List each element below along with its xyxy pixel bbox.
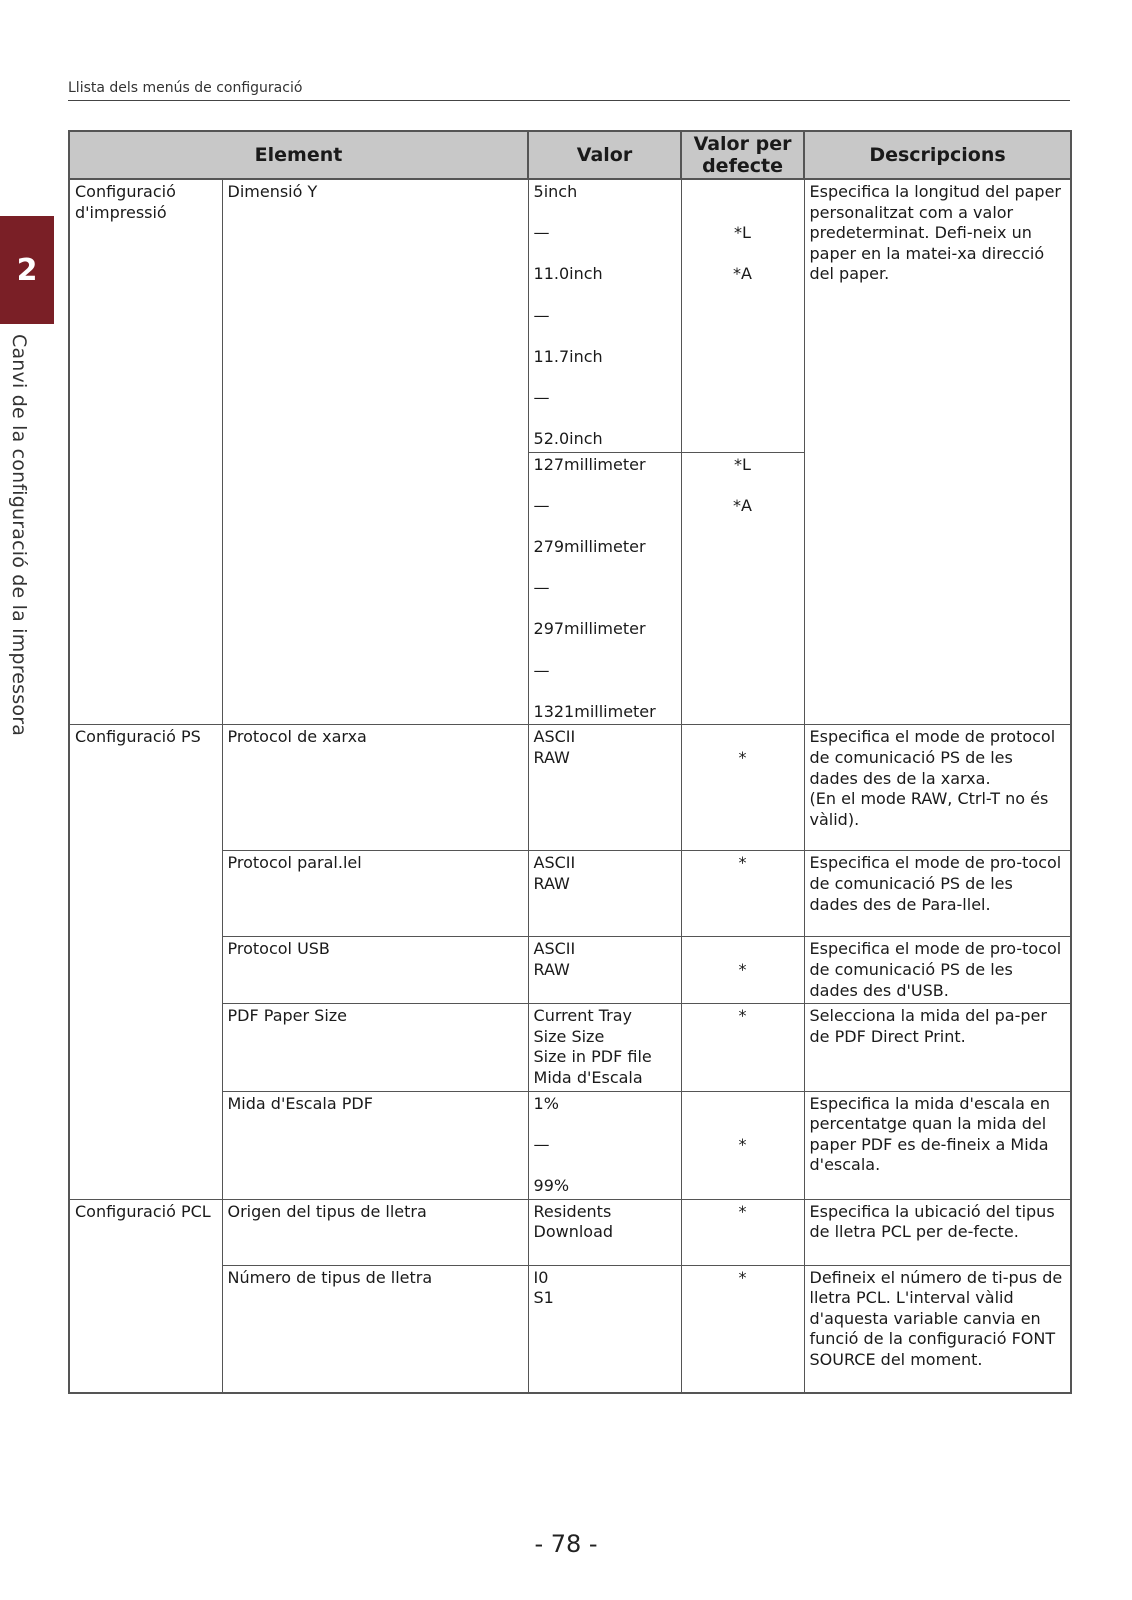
item-pdf-paper-size: PDF Paper Size	[222, 1004, 528, 1091]
value-usb-protocol: ASCII RAW	[528, 937, 681, 1004]
item-parallel-protocol: Protocol paral.lel	[222, 851, 528, 937]
value-dimension-y-inch: 5inch — 11.0inch — 11.7inch — 52.0inch	[528, 179, 681, 452]
group-pcl-config: Configuració PCL	[69, 1199, 222, 1393]
running-header: Llista dels menús de configuració	[68, 80, 1070, 101]
desc-dimension-y: Especifica la longitud del paper personalitzat com a valor predeterminat. Defi-neix un paper en la matei-xa direcció del paper.	[804, 179, 1071, 725]
default-dimension-y-mm: *L *A	[681, 452, 804, 725]
value-font-source: Residents Download	[528, 1199, 681, 1265]
config-menu-table	[68, 130, 1072, 1394]
chapter-number-tab: 2	[0, 216, 54, 324]
value-parallel-protocol: ASCII RAW	[528, 851, 681, 937]
item-font-number: Número de tipus de lletra	[222, 1265, 528, 1393]
desc-parallel-protocol: Especifica el mode de pro-tocol de comunicació PS de les dades des de Para-llel.	[804, 851, 1071, 937]
value-net-protocol: ASCII RAW	[528, 725, 681, 851]
default-net-protocol: *	[681, 725, 804, 851]
default-font-number: *	[681, 1265, 804, 1393]
desc-usb-protocol: Especifica el mode de pro-tocol de comunicació PS de les dades des d'USB.	[804, 937, 1071, 1004]
column-header-descripcions: Descripcions	[804, 131, 1071, 179]
table-row	[69, 1199, 1071, 1265]
value-font-number: I0 S1	[528, 1265, 681, 1393]
default-parallel-protocol: *	[681, 851, 804, 937]
desc-net-protocol: Especifica el mode de protocol de comunicació PS de les dades des de la xarxa. (En el mode RAW, Ctrl-T no és vàlid).	[804, 725, 1071, 851]
desc-font-source: Especifica la ubicació del tipus de lletra PCL per de-fecte.	[804, 1199, 1071, 1265]
desc-font-number: Defineix el número de ti-pus de lletra PCL. L'interval vàlid d'aquesta variable canvia en funció de la configuració FONT SOURCE del moment.	[804, 1265, 1071, 1393]
table-row	[69, 725, 1071, 851]
default-pdf-scale: *	[681, 1091, 804, 1199]
column-header-element: Element	[69, 131, 528, 179]
value-pdf-scale: 1% — 99%	[528, 1091, 681, 1199]
item-net-protocol: Protocol de xarxa	[222, 725, 528, 851]
column-header-default: Valor per defecte	[681, 131, 804, 179]
group-print-config: Configuració d'impressió	[69, 179, 222, 725]
column-header-valor: Valor	[528, 131, 681, 179]
desc-pdf-paper-size: Selecciona la mida del pa-per de PDF Direct Print.	[804, 1004, 1071, 1091]
desc-pdf-scale: Especifica la mida d'escala en percentatge quan la mida del paper PDF es de-fineix a Mida d'escala.	[804, 1091, 1071, 1199]
value-pdf-paper-size: Current Tray Size Size Size in PDF file Mida d'Escala	[528, 1004, 681, 1091]
default-usb-protocol: *	[681, 937, 804, 1004]
value-dimension-y-mm: 127millimeter — 279millimeter — 297millimeter — 1321millimeter	[528, 452, 681, 725]
default-dimension-y-inch: *L *A	[681, 179, 804, 452]
page-number: - 78 -	[534, 1530, 598, 1558]
table-header-row	[69, 131, 1071, 179]
item-dimension-y: Dimensió Y	[222, 179, 528, 725]
default-pdf-paper-size: *	[681, 1004, 804, 1091]
table-row	[69, 179, 1071, 452]
item-font-source: Origen del tipus de lletra	[222, 1199, 528, 1265]
chapter-side-title: Canvi de la configuració de la impressora	[8, 334, 30, 737]
default-font-source: *	[681, 1199, 804, 1265]
item-pdf-scale: Mida d'Escala PDF	[222, 1091, 528, 1199]
item-usb-protocol: Protocol USB	[222, 937, 528, 1004]
group-ps-config: Configuració PS	[69, 725, 222, 1199]
